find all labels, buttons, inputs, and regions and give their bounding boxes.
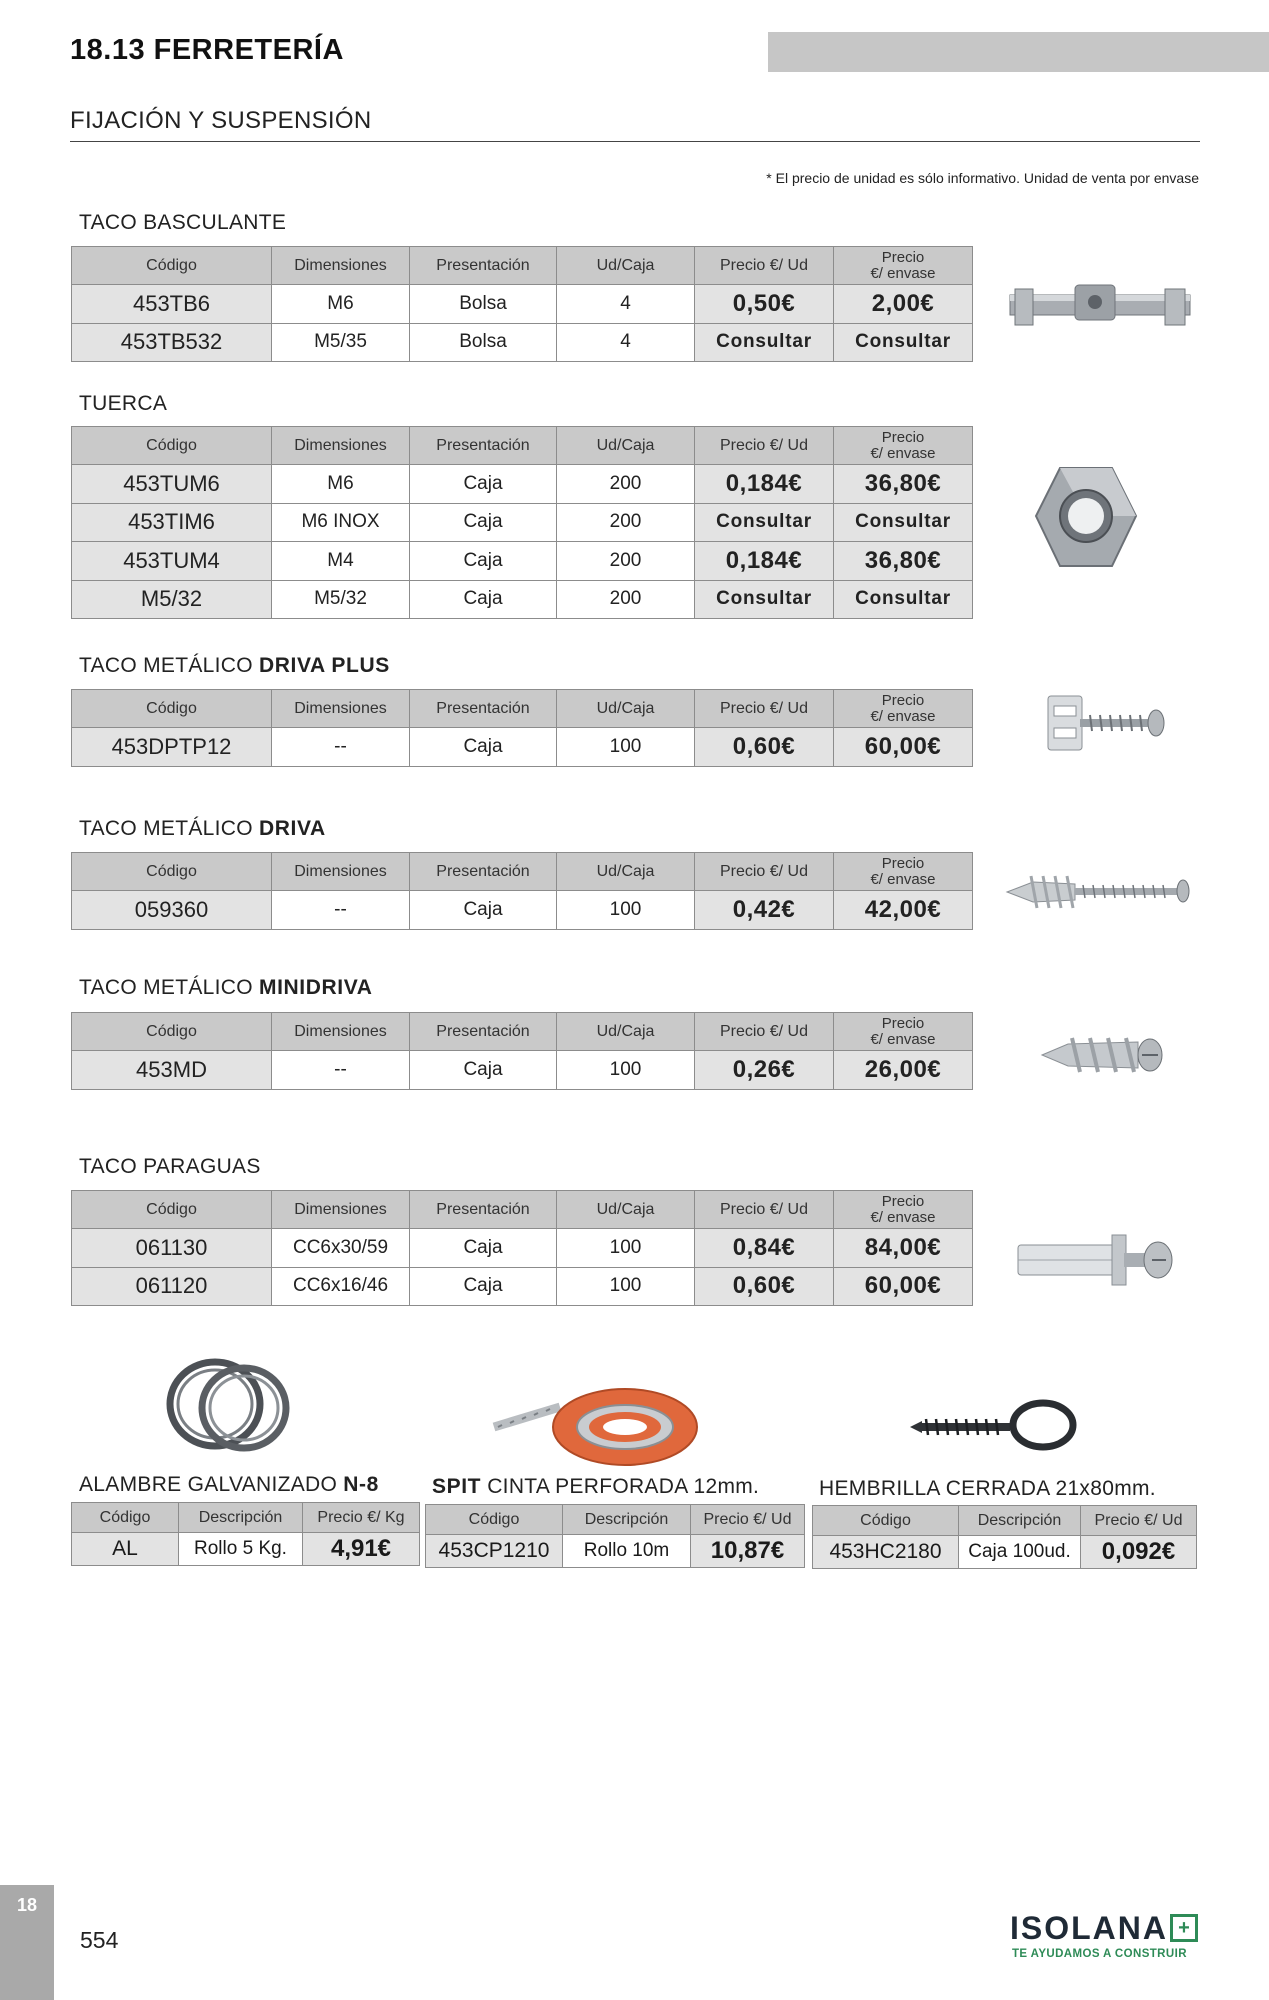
table-spit-cinta xyxy=(425,1504,805,1568)
cell-code: 453TUM6 xyxy=(72,465,272,504)
col-dimensions: Dimensiones xyxy=(272,853,410,891)
col-code: Código xyxy=(72,1013,272,1051)
table-header xyxy=(72,1503,420,1533)
col-pack-price: Precio €/ envase xyxy=(834,690,973,728)
group-title-taco-basculante: TACO BASCULANTE xyxy=(79,211,287,234)
wire-coil-image xyxy=(160,1352,295,1452)
closed-eye-hook-image xyxy=(910,1385,1085,1455)
col-dimensions: Dimensiones xyxy=(272,1013,410,1051)
cell-code: AL xyxy=(72,1533,179,1566)
cell-units: 200 xyxy=(557,580,695,619)
col-dimensions: Dimensiones xyxy=(272,247,410,285)
cell-code: 453CP1210 xyxy=(426,1535,563,1568)
table-header xyxy=(72,427,973,465)
group-title-driva-plus: TACO METÁLICO DRIVA PLUS xyxy=(79,654,390,677)
cell-pack-price: Consultar xyxy=(834,503,973,542)
table-header xyxy=(426,1505,805,1535)
table-taco-paraguas xyxy=(71,1190,973,1306)
cell-code: 453DPTP12 xyxy=(72,728,272,767)
cell-price: 4,91€ xyxy=(303,1533,420,1566)
cell-code: 453TB532 xyxy=(72,323,272,362)
cell-dimensions: -- xyxy=(272,1051,410,1090)
table-driva xyxy=(71,852,973,930)
cell-presentation: Caja xyxy=(410,728,557,767)
col-unit-price: Precio €/ Ud xyxy=(695,427,834,465)
cell-pack-price: 60,00€ xyxy=(834,1267,973,1306)
cell-units: 100 xyxy=(557,728,695,767)
cell-unit-price: 0,26€ xyxy=(695,1051,834,1090)
col-code: Código xyxy=(426,1505,563,1535)
cell-pack-price: Consultar xyxy=(834,323,973,362)
col-unit-price: Precio €/ Ud xyxy=(695,1013,834,1051)
cell-presentation: Caja xyxy=(410,1267,557,1306)
table-row xyxy=(72,503,973,542)
col-units: Ud/Caja xyxy=(557,427,695,465)
table-alambre xyxy=(71,1502,420,1566)
cell-code: 453TUM4 xyxy=(72,542,272,581)
cell-units: 200 xyxy=(557,465,695,504)
cell-units: 200 xyxy=(557,542,695,581)
cell-dimensions: M5/35 xyxy=(272,323,410,362)
col-units: Ud/Caja xyxy=(557,247,695,285)
cell-unit-price: 0,184€ xyxy=(695,542,834,581)
hex-nut-image xyxy=(1030,462,1140,574)
table-hembrilla xyxy=(812,1505,1197,1569)
col-price: Precio €/ Kg xyxy=(303,1503,420,1533)
group-title-driva: TACO METÁLICO DRIVA xyxy=(79,817,326,840)
cell-presentation: Bolsa xyxy=(410,285,557,324)
cell-pack-price: 84,00€ xyxy=(834,1229,973,1268)
cell-unit-price: 0,50€ xyxy=(695,285,834,324)
cell-code: 453HC2180 xyxy=(813,1536,959,1569)
table-header xyxy=(72,1013,973,1051)
cell-price: 10,87€ xyxy=(691,1535,805,1568)
col-units: Ud/Caja xyxy=(557,853,695,891)
cell-units: 200 xyxy=(557,503,695,542)
table-driva-plus xyxy=(71,689,973,767)
col-dimensions: Dimensiones xyxy=(272,427,410,465)
cell-code: M5/32 xyxy=(72,580,272,619)
table-tuerca xyxy=(71,426,973,619)
cell-code: 061130 xyxy=(72,1229,272,1268)
cell-dimensions: -- xyxy=(272,728,410,767)
cell-presentation: Caja xyxy=(410,580,557,619)
col-presentation: Presentación xyxy=(410,853,557,891)
col-presentation: Presentación xyxy=(410,690,557,728)
cell-presentation: Caja xyxy=(410,465,557,504)
table-header xyxy=(72,1191,973,1229)
table-taco-basculante xyxy=(71,246,973,362)
page-title: 18.13 FERRETERÍA xyxy=(70,34,344,66)
table-row xyxy=(72,323,973,362)
cell-pack-price: 60,00€ xyxy=(834,728,973,767)
cell-presentation: Caja xyxy=(410,1051,557,1090)
col-dimensions: Dimensiones xyxy=(272,690,410,728)
extra-title-spit-cinta: SPIT CINTA PERFORADA 12mm. xyxy=(432,1475,760,1498)
cell-unit-price: Consultar xyxy=(695,503,834,542)
cell-unit-price: 0,60€ xyxy=(695,1267,834,1306)
col-code: Código xyxy=(813,1506,959,1536)
logo-text: ISOLANA xyxy=(1010,1910,1168,1946)
col-description: Descripción xyxy=(959,1506,1081,1536)
cell-dimensions: M6 xyxy=(272,285,410,324)
umbrella-anchor-image xyxy=(1012,1225,1177,1295)
group-title-tuerca: TUERCA xyxy=(79,392,168,415)
cell-dimensions: M6 xyxy=(272,465,410,504)
col-units: Ud/Caja xyxy=(557,1013,695,1051)
col-pack-price: Precio €/ envase xyxy=(834,853,973,891)
cell-units: 100 xyxy=(557,891,695,930)
col-unit-price: Precio €/ Ud xyxy=(695,690,834,728)
cell-pack-price: 36,80€ xyxy=(834,542,973,581)
col-presentation: Presentación xyxy=(410,1013,557,1051)
cell-presentation: Caja xyxy=(410,542,557,581)
page-number: 554 xyxy=(80,1927,119,1953)
col-unit-price: Precio €/ Ud xyxy=(695,853,834,891)
cell-dimensions: M5/32 xyxy=(272,580,410,619)
cell-code: 453TIM6 xyxy=(72,503,272,542)
cell-pack-price: 42,00€ xyxy=(834,891,973,930)
cell-pack-price: 2,00€ xyxy=(834,285,973,324)
table-header xyxy=(813,1506,1197,1536)
table-row xyxy=(813,1536,1197,1569)
title-bar xyxy=(768,32,1269,72)
cell-units: 100 xyxy=(557,1267,695,1306)
col-unit-price: Precio €/ Ud xyxy=(695,247,834,285)
cell-description: Caja 100ud. xyxy=(959,1536,1081,1569)
cell-units: 100 xyxy=(557,1051,695,1090)
col-price: Precio €/ Ud xyxy=(691,1505,805,1535)
section-title: FIJACIÓN Y SUSPENSIÓN xyxy=(70,107,372,134)
table-minidriva xyxy=(71,1012,973,1090)
cell-code: 061120 xyxy=(72,1267,272,1306)
driva-plus-anchor-image xyxy=(1040,688,1175,758)
group-title-taco-paraguas: TACO PARAGUAS xyxy=(79,1155,261,1178)
col-price: Precio €/ Ud xyxy=(1081,1506,1197,1536)
col-code: Código xyxy=(72,1191,272,1229)
cell-presentation: Caja xyxy=(410,891,557,930)
table-row xyxy=(72,1267,973,1306)
col-code: Código xyxy=(72,247,272,285)
extra-title-hembrilla: HEMBRILLA CERRADA 21x80mm. xyxy=(819,1477,1156,1500)
col-description: Descripción xyxy=(179,1503,303,1533)
cell-presentation: Caja xyxy=(410,503,557,542)
price-note: * El precio de unidad es sólo informativo. Unidad de venta por envase xyxy=(766,170,1199,186)
table-row xyxy=(72,1229,973,1268)
table-row xyxy=(72,1051,973,1090)
extra-title-alambre: ALAMBRE GALVANIZADO N-8 xyxy=(79,1473,379,1496)
cell-unit-price: 0,60€ xyxy=(695,728,834,767)
cell-code: 453MD xyxy=(72,1051,272,1090)
col-description: Descripción xyxy=(563,1505,691,1535)
table-row xyxy=(72,542,973,581)
table-row xyxy=(426,1535,805,1568)
table-row xyxy=(72,465,973,504)
cell-unit-price: 0,42€ xyxy=(695,891,834,930)
cell-pack-price: 26,00€ xyxy=(834,1051,973,1090)
logo-slogan: TE AYUDAMOS A CONSTRUIR xyxy=(1012,1948,1187,1960)
col-dimensions: Dimensiones xyxy=(272,1191,410,1229)
col-unit-price: Precio €/ Ud xyxy=(695,1191,834,1229)
table-header xyxy=(72,690,973,728)
group-title-minidriva: TACO METÁLICO MINIDRIVA xyxy=(79,976,373,999)
col-pack-price: Precio €/ envase xyxy=(834,1191,973,1229)
logo-plus-icon: + xyxy=(1170,1914,1198,1942)
table-header xyxy=(72,853,973,891)
col-units: Ud/Caja xyxy=(557,1191,695,1229)
table-row xyxy=(72,285,973,324)
table-row xyxy=(72,891,973,930)
table-row xyxy=(72,728,973,767)
cell-dimensions: M4 xyxy=(272,542,410,581)
table-header xyxy=(72,247,973,285)
col-code: Código xyxy=(72,1503,179,1533)
col-presentation: Presentación xyxy=(410,427,557,465)
col-code: Código xyxy=(72,690,272,728)
table-row xyxy=(72,1533,420,1566)
col-pack-price: Precio €/ envase xyxy=(834,427,973,465)
cell-description: Rollo 10m xyxy=(563,1535,691,1568)
cell-pack-price: Consultar xyxy=(834,580,973,619)
cell-units: 4 xyxy=(557,285,695,324)
col-pack-price: Precio €/ envase xyxy=(834,1013,973,1051)
col-presentation: Presentación xyxy=(410,247,557,285)
toggle-bolt-image xyxy=(1005,275,1195,340)
cell-dimensions: -- xyxy=(272,891,410,930)
cell-pack-price: 36,80€ xyxy=(834,465,973,504)
cell-presentation: Caja xyxy=(410,1229,557,1268)
col-units: Ud/Caja xyxy=(557,690,695,728)
cell-dimensions: CC6x16/46 xyxy=(272,1267,410,1306)
cell-code: 059360 xyxy=(72,891,272,930)
col-code: Código xyxy=(72,427,272,465)
cell-dimensions: CC6x30/59 xyxy=(272,1229,410,1268)
cell-unit-price: 0,184€ xyxy=(695,465,834,504)
section-divider xyxy=(70,141,1200,142)
chapter-tab: 18 xyxy=(0,1885,54,2000)
cell-unit-price: Consultar xyxy=(695,323,834,362)
cell-presentation: Bolsa xyxy=(410,323,557,362)
cell-description: Rollo 5 Kg. xyxy=(179,1533,303,1566)
table-row xyxy=(72,580,973,619)
cell-code: 453TB6 xyxy=(72,285,272,324)
cell-price: 0,092€ xyxy=(1081,1536,1197,1569)
cell-dimensions: M6 INOX xyxy=(272,503,410,542)
cell-units: 100 xyxy=(557,1229,695,1268)
cell-units: 4 xyxy=(557,323,695,362)
isolana-logo xyxy=(1010,1910,1200,1960)
driva-anchor-image xyxy=(1003,870,1193,914)
col-code: Código xyxy=(72,853,272,891)
col-pack-price: Precio €/ envase xyxy=(834,247,973,285)
cell-unit-price: Consultar xyxy=(695,580,834,619)
cell-unit-price: 0,84€ xyxy=(695,1229,834,1268)
minidriva-anchor-image xyxy=(1038,1030,1168,1080)
perforated-tape-image xyxy=(490,1385,700,1470)
col-presentation: Presentación xyxy=(410,1191,557,1229)
